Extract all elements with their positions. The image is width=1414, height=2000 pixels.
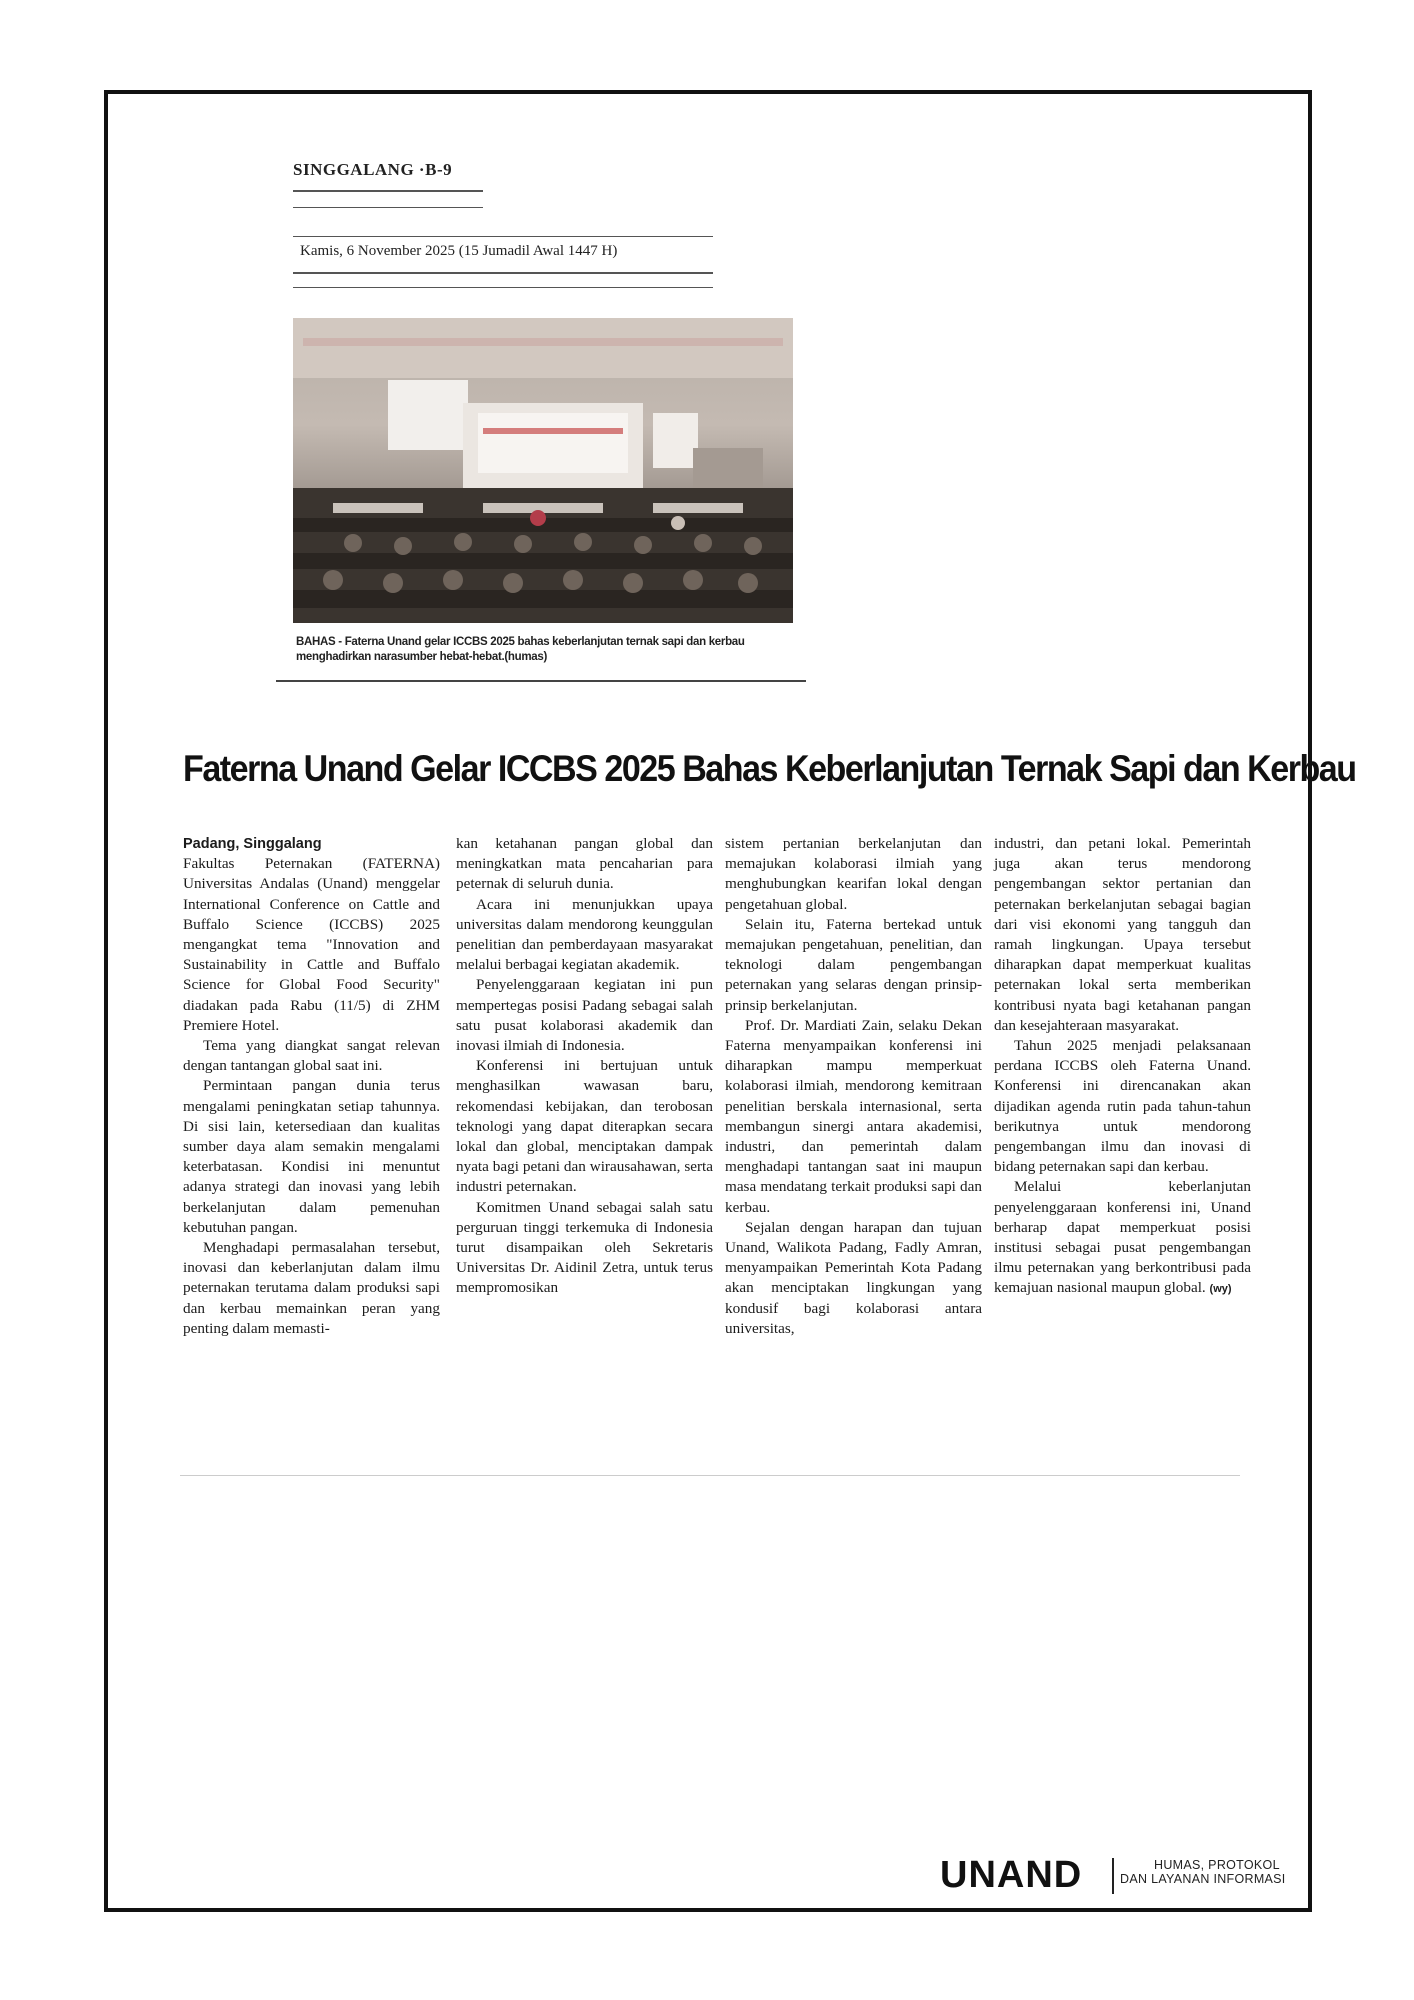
- paragraph: Konferensi ini bertujuan untuk menghasilkan wawasan baru, rekomendasi kebijakan, dan terobosan teknologi yang dapat diterapkan secara lokal dan global, menciptakan dampak nyata bagi petani dan wirausahawan, serta industri peternakan.: [456, 1057, 713, 1196]
- paragraph: Tema yang diangkat sangat relevan dengan tantangan global saat ini.: [183, 1037, 440, 1075]
- newspaper-masthead: SINGGALANG ·B-9: [293, 160, 453, 179]
- paragraph: Menghadapi permasalahan tersebut, inovasi dan keberlanjutan dalam ilmu peternakan terutama dalam produksi sapi dan kerbau memainkan peran yang penting dalam memasti-: [183, 1239, 440, 1337]
- date-rule-bottom-thin: [293, 287, 713, 288]
- masthead-rule-thin: [293, 207, 483, 208]
- paragraph: Tahun 2025 menjadi pelaksanaan perdana ICCBS oleh Faterna Unand. Konferensi ini direncanakan akan dijadikan agenda rutin pada tahun-tahun berikutnya untuk mendorong pengembangan ilmu dan inovasi di bidang peternakan sapi dan kerbau.: [994, 1037, 1251, 1176]
- caption-rule: [276, 680, 806, 682]
- paragraph: kan ketahanan pangan global dan meningkatkan mata pencaharian para peternak di seluruh dunia.: [456, 835, 713, 893]
- logo-sub-line1: HUMAS, PROTOKOL: [1154, 1858, 1280, 1872]
- paragraph: industri, dan petani lokal. Pemerintah juga akan terus mendorong pengembangan sektor pertanian dan peternakan berkelanjutan sebagai bagian dari visi ekonomi yang tangguh dan ramah lingkungan. Upaya tersebut diharapkan dapat memperkuat kualitas peternakan lokal serta memberikan kontribusi nyata bagi ketahanan pangan dan kesejahteraan masyarakat.: [994, 835, 1251, 1034]
- article-column-4: [994, 834, 1251, 1300]
- article-dateline: Padang, Singgalang: [183, 836, 322, 852]
- newspaper-date: Kamis, 6 November 2025 (15 Jumadil Awal 1447 H): [300, 243, 618, 259]
- paragraph: Selain itu, Faterna bertekad untuk memajukan pengetahuan, penelitian, dan teknologi dalam pengembangan peternakan yang selaras dengan prinsip-prinsip berkelanjutan.: [725, 915, 982, 1014]
- paragraph: sistem pertanian berkelanjutan dan memajukan kolaborasi ilmiah yang menghubungkan kearifan lokal dengan pengetahuan global.: [725, 835, 982, 913]
- date-rule-top: [293, 236, 713, 237]
- conference-photo-icon: [293, 318, 793, 623]
- logo-sub-line2: DAN LAYANAN INFORMASI: [1120, 1872, 1286, 1886]
- photo-caption: BAHAS - Faterna Unand gelar ICCBS 2025 bahas keberlanjutan ternak sapi dan kerbau menghadirkan narasumber hebat-hebat.(humas): [296, 636, 745, 663]
- article-column-2: [456, 834, 713, 1299]
- date-rule-bottom: [293, 272, 713, 274]
- unand-logo: UNAND: [940, 1854, 1083, 1896]
- article-column-3: [725, 834, 982, 1339]
- article-column-1: [183, 834, 440, 1339]
- conference-photo: [293, 318, 793, 623]
- paragraph: Sejalan dengan harapan dan tujuan Unand, Walikota Padang, Fadly Amran, menyampaikan Pemerintah Kota Padang akan menciptakan lingkungan yang kondusif bagi kolaborasi antara universitas,: [725, 1218, 982, 1337]
- paragraph: Permintaan pangan dunia terus mengalami peningkatan setiap tahunnya. Di sisi lain, ketersediaan dan kualitas sumber daya alam semakin mengalami keterbatasan. Kondisi ini menuntut adanya strategi dan inovasi yang lebih berkelanjutan dalam pemenuhan kebutuhan pangan.: [183, 1077, 440, 1236]
- paragraph: Penyelenggaraan kegiatan ini pun mempertegas posisi Padang sebagai salah satu pusat kolaborasi akademik dan inovasi ilmiah di Indonesia.: [456, 976, 713, 1055]
- paragraph: Komitmen Unand sebagai salah satu perguruan tinggi terkemuka di Indonesia turut disampaikan oleh Sekretaris Universitas Dr. Aidinil Zetra, untuk terus mempromosikan: [456, 1198, 713, 1297]
- masthead-rule: [293, 190, 483, 192]
- article-headline: Faterna Unand Gelar ICCBS 2025 Bahas Keberlanjutan Ternak Sapi dan Kerbau: [183, 748, 1356, 789]
- article-signoff: (wy): [1209, 1283, 1232, 1296]
- article-bottom-rule: [180, 1475, 1240, 1476]
- paragraph: Prof. Dr. Mardiati Zain, selaku Dekan Faterna menyampaikan konferensi ini diharapkan mampu memperkuat kolaborasi ilmiah, mendorong kemitraan penelitian berskala internasional, serta membangun sinergi antara akademisi, industri, dan pemerintah dalam menghadapi tantangan saat ini maupun masa mendatang terkait produksi sapi dan kerbau.: [725, 1016, 982, 1216]
- logo-divider: [1112, 1858, 1114, 1894]
- paragraph: Fakultas Peternakan (FATERNA) Universitas Andalas (Unand) menggelar International Conference on Cattle and Buffalo Science (ICCBS) 2025 mengangkat tema "Innovation and Sustainability in Cattle and Buffalo Science for Global Food Security" diadakan pada Rabu (11/5) di ZHM Premiere Hotel.: [183, 855, 440, 1034]
- unand-logo-subtitle: [1120, 1858, 1286, 1886]
- paragraph: Acara ini menunjukkan upaya universitas dalam mendorong keunggulan penelitian dan pemberdayaan masyarakat melalui berbagai kegiatan akademik.: [456, 895, 713, 974]
- paragraph: Melalui keberlanjutan penyelenggaraan konferensi ini, Unand berharap dapat memperkuat posisi institusi sebagai pusat pengembangan ilmu peternakan yang berkontribusi pada kemajuan nasional maupun global.: [994, 1178, 1251, 1297]
